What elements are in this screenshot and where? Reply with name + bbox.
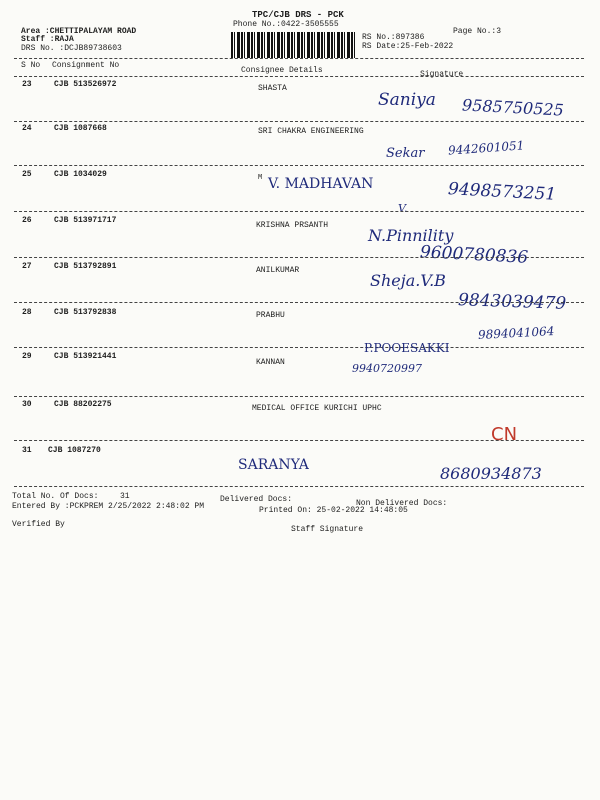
printed-on: Printed On: 25-02-2022 14:48:05 [259,506,408,515]
row-divider [14,257,584,258]
row-consignment: CJB 1087270 [48,446,101,455]
row-sno: 30 [22,400,32,409]
column-consignee: Consignee Details [241,66,323,75]
header-rule-top [14,58,584,59]
non-delivered-docs-label: Non Delivered Docs: [356,499,448,508]
drs-number: DRS No. :DCJB89738603 [21,44,122,53]
row-sno: 24 [22,124,32,133]
row-divider [14,302,584,303]
area-label: Area :CHETTIPALAYAM ROAD [21,27,137,36]
rs-date: RS Date:25-Feb-2022 [362,42,454,51]
column-sno: S No [21,61,41,70]
row-phone: 9894041064 [477,324,555,342]
row-signature: V. MADHAVAN [268,176,374,192]
row-consignment: CJB 1034029 [54,170,107,179]
barcode-image [231,32,355,58]
row-consignee: SHASTA [258,84,287,93]
row-signature: Sheja.V.B [370,271,446,290]
phone-number: Phone No.:0422-3505555 [233,20,339,29]
row-phone: 8680934873 [440,464,542,483]
row-signature: SARANYA [238,457,309,473]
row-signature: P.POOESAKKI [364,341,450,355]
column-signature: Signature [420,70,464,79]
row-divider [14,486,584,487]
verified-by: Verified By [12,520,65,529]
row-signature: CN [491,424,518,445]
row-consignee: KANNAN [256,358,285,367]
row-consignee: PRABHU [256,311,285,320]
row-consignment: CJB 513792838 [54,308,117,317]
delivered-docs-label: Delivered Docs: [220,495,293,504]
row-phone: 9442601051 [447,138,525,158]
row-sno: 29 [22,352,32,361]
row-consignee: ANILKUMAR [256,266,300,275]
rs-number: RS No.:897386 [362,33,425,42]
row-consignment: CJB 513526972 [54,80,117,89]
column-consignment: Consignment No [52,61,120,70]
total-docs-label: Total No. Of Docs: [12,492,99,501]
row-consignee: KRISHNA PRSANTH [256,221,329,230]
row-sno: 23 [22,80,32,89]
row-divider [14,396,584,397]
row-consignee: MEDICAL OFFICE KURICHI UPHC [252,404,382,413]
staff-signature-label: Staff Signature [291,525,364,534]
row-consignment: CJB 88202275 [54,400,112,409]
entered-by: Entered By :PCKPREM 2/25/2022 2:48:02 PM [12,502,205,511]
row-phone: 9585750525 [461,95,565,120]
row-divider [14,165,584,166]
row-sno: 25 [22,170,32,179]
row-phone: 9600780836 [419,242,529,268]
row-consignment: CJB 513921441 [54,352,117,361]
row-signature: Sekar [386,146,425,161]
header-rule-bottom [14,76,584,77]
document-title: TPC/CJB DRS - PCK [252,10,344,20]
row-consignment: CJB 1087668 [54,124,107,133]
row-signature: N.Pinnility [368,226,454,245]
row-consignment: CJB 513971717 [54,216,117,225]
row-sno: 27 [22,262,32,271]
row-phone: 9940720997 [352,362,422,375]
row-divider [14,440,584,441]
row-consignment: CJB 513792891 [54,262,117,271]
row-sno: 28 [22,308,32,317]
page-number: Page No.:3 [453,27,502,36]
row-note: V. [398,202,408,215]
row-sno: 26 [22,216,32,225]
row-signature: Saniya [378,90,436,110]
row-divider [14,211,584,212]
row-phone: 9498573251 [447,179,557,205]
row-consignee-mark: M [258,174,263,182]
row-sno: 31 [22,446,32,455]
row-divider [14,121,584,122]
row-divider [14,347,584,348]
row-consignee: SRI CHAKRA ENGINEERING [258,127,364,136]
staff-label: Staff :RAJA [21,35,74,44]
total-docs-count: 31 [120,492,130,501]
row-phone: 9843039479 [457,290,567,314]
